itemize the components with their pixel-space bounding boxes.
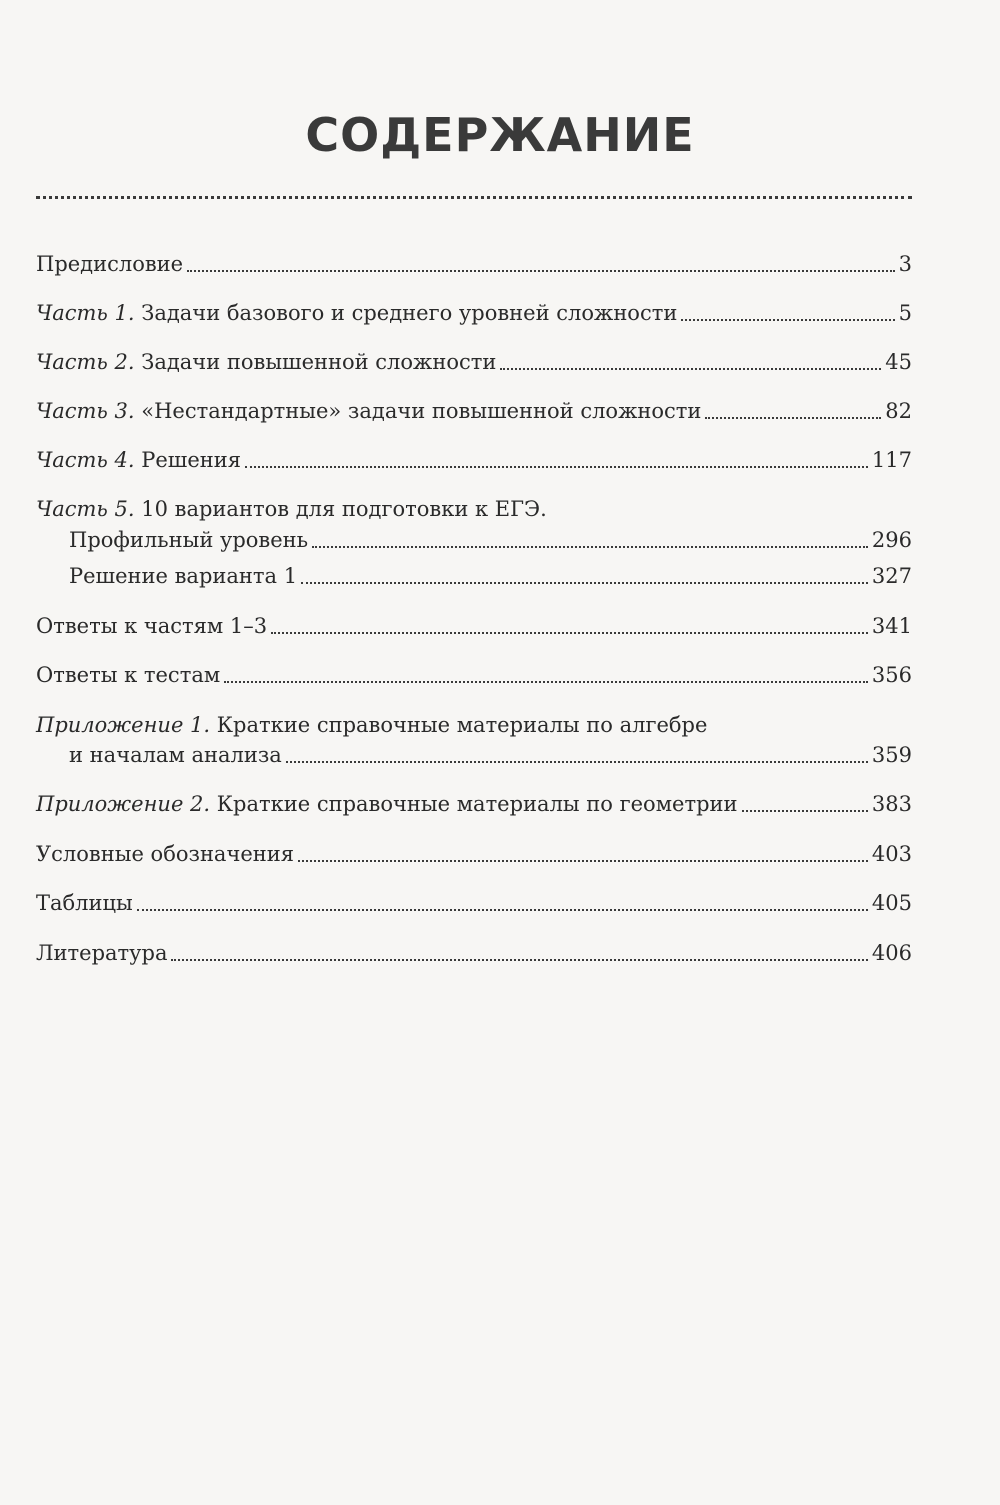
toc-entry-title: Ответы к тестам (36, 663, 221, 687)
toc-page-number: 406 (871, 941, 912, 965)
toc-entry-title: Таблицы (36, 891, 133, 915)
dot-leader (271, 632, 868, 634)
toc-page-number: 356 (871, 663, 912, 687)
toc-part-label: Часть 3. (36, 399, 135, 423)
dot-leader (137, 909, 868, 911)
toc-entry[interactable] (36, 446, 912, 474)
toc-page-number: 117 (871, 448, 912, 472)
table-of-contents (36, 0, 912, 1505)
dot-leader (171, 959, 867, 961)
toc-entry-title: Решения (134, 448, 242, 472)
toc-page-number: 82 (885, 399, 912, 423)
toc-entry-title: «Нестандартные» задачи повышенной сложности (134, 399, 702, 423)
toc-subentry[interactable] (36, 526, 912, 554)
dot-leader (245, 466, 868, 468)
toc-entry[interactable] (36, 612, 912, 640)
toc-part-label: Приложение 2. (36, 792, 211, 816)
dot-leader (500, 368, 881, 370)
dot-leader (224, 681, 868, 683)
toc-page-number: 341 (871, 614, 912, 638)
toc-entry-title: Задачи повышенной сложности (134, 350, 497, 374)
toc-page-number: 296 (871, 528, 912, 552)
toc-page-number: 45 (885, 350, 912, 374)
dot-leader (286, 761, 868, 763)
dot-leader (301, 582, 868, 584)
toc-subentry[interactable] (36, 562, 912, 590)
toc-entry-heading[interactable] (36, 495, 912, 523)
toc-part-label: Часть 2. (36, 350, 135, 374)
toc-entry-title: 10 вариантов для подготовки к ЕГЭ. (134, 497, 547, 521)
dot-leader (312, 546, 868, 548)
toc-entry-title: и началам анализа (69, 743, 282, 767)
toc-page-number: 327 (871, 564, 912, 588)
toc-entry[interactable] (36, 790, 912, 818)
dot-leader (742, 810, 868, 812)
toc-page-number: 403 (871, 842, 912, 866)
toc-entry[interactable] (36, 348, 912, 376)
toc-page-number: 359 (871, 743, 912, 767)
toc-entry-title: Задачи базового и среднего уровней сложности (134, 301, 678, 325)
toc-page-number: 383 (871, 792, 912, 816)
toc-page-number: 405 (871, 891, 912, 915)
dot-leader (681, 319, 894, 321)
toc-entry[interactable] (36, 397, 912, 425)
toc-part-label: Часть 1. (36, 301, 135, 325)
toc-subentry[interactable] (36, 741, 912, 769)
toc-part-label: Приложение 1. (36, 713, 211, 737)
toc-entry-title: Литература (36, 941, 168, 965)
toc-entry-title: Решение варианта 1 (69, 564, 298, 588)
toc-page-number: 5 (898, 301, 912, 325)
toc-entry[interactable] (36, 889, 912, 917)
toc-entry-heading[interactable] (36, 711, 912, 739)
toc-entry-title: Краткие справочные материалы по геометрии (210, 792, 738, 816)
toc-entry-title: Условные обозначения (36, 842, 295, 866)
toc-entry[interactable] (36, 939, 912, 967)
toc-part-label: Часть 5. (36, 497, 135, 521)
page-title: СОДЕРЖАНИЕ (305, 108, 695, 162)
dot-leader (187, 270, 895, 272)
dot-leader (298, 860, 868, 862)
toc-entry-title: Краткие справочные материалы по алгебре (210, 713, 708, 737)
toc-entry-title: Ответы к частям 1–3 (36, 614, 268, 638)
toc-part-label: Часть 4. (36, 448, 135, 472)
toc-entry-title: Предисловие (36, 252, 184, 276)
toc-entry[interactable] (36, 840, 912, 868)
toc-entry-title: Профильный уровень (69, 528, 309, 552)
toc-page-number: 3 (898, 252, 912, 276)
dot-leader (705, 417, 881, 419)
toc-entry[interactable] (36, 661, 912, 689)
toc-entry[interactable] (36, 299, 912, 327)
toc-entry[interactable] (36, 250, 912, 278)
